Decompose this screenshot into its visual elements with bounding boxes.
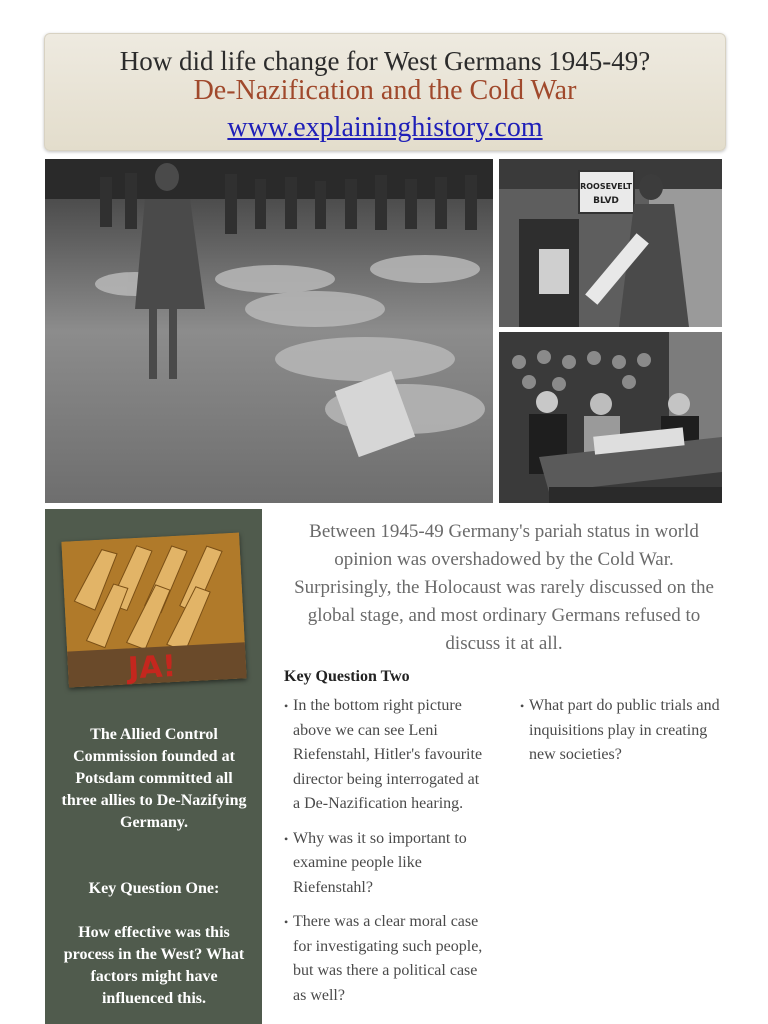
key-question-two-heading: Key Question Two	[284, 668, 410, 685]
photo-camp-victims	[45, 159, 493, 503]
sign-text-blvd: BLVD	[593, 196, 619, 206]
right-bullet-column	[520, 694, 720, 778]
sign-text-roosevelt: ROOSEVELT	[580, 182, 632, 191]
bullet-item: • There was a clear moral case for investigating such people, but was there a political case as well?	[284, 910, 484, 1008]
photo-denazification-hearing	[499, 332, 722, 503]
poster-image	[61, 532, 246, 687]
bullet-item: • What part do public trials and inquisitions play in creating new societies?	[520, 694, 720, 768]
bullet-item: • Why was it so important to examine people like Riefenstahl?	[284, 827, 484, 901]
intro-paragraph: Between 1945-49 Germany's pariah status in world opinion was overshadowed by the Cold War. Surprisingly, the Holocaust was rarely discussed on the global stage, and most ordinary Germans refused to discuss it at all.	[294, 521, 714, 654]
left-bullet-column	[284, 694, 484, 1018]
poster-red-mark: JA!	[127, 648, 177, 687]
header-box	[44, 33, 726, 151]
photo-roosevelt-blvd-sign	[499, 159, 722, 327]
commission-text: The Allied Control Commission founded at Potsdam committed all three allies to De-Nazifying Germany.	[61, 726, 247, 831]
key-question-one-label: Key Question One:	[88, 880, 220, 897]
sidebar-panel	[45, 509, 262, 1024]
page-subtitle: De-Nazification and the Cold War	[193, 75, 577, 106]
bullet-item: • In the bottom right picture above we can see Leni Riefenstahl, Hitler's favourite director being interrogated at a De-Nazification hearing.	[284, 694, 484, 817]
website-link[interactable]: www.explaininghistory.com	[227, 112, 543, 143]
key-question-one-text: How effective was this process in the West? What factors might have influenced this.	[63, 924, 245, 1007]
page-title: How did life change for West Germans 1945-49?	[119, 46, 651, 76]
